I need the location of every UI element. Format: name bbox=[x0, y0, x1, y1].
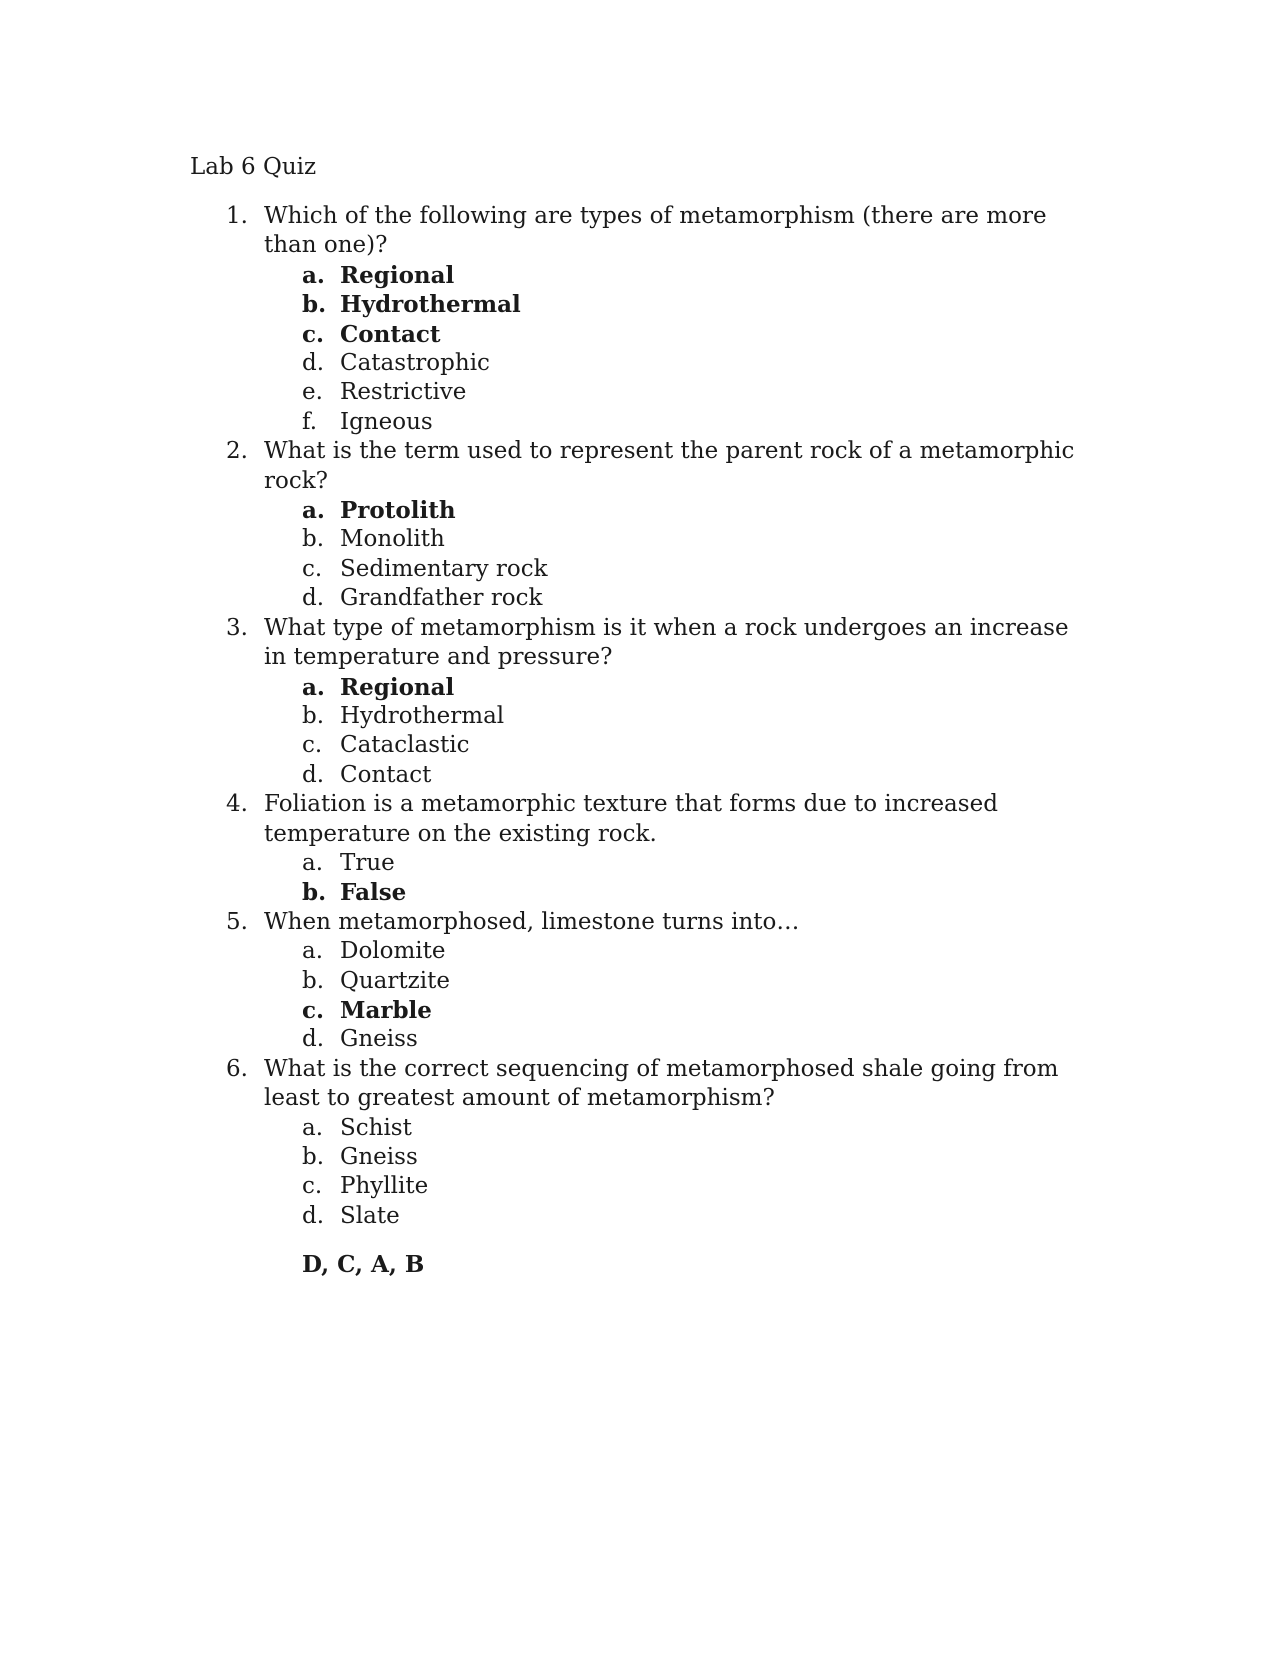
choice-item bbox=[302, 496, 1086, 525]
choice-item bbox=[302, 1202, 1086, 1231]
question-number: 3. bbox=[226, 614, 248, 641]
choice-item bbox=[302, 1025, 1086, 1054]
choice-text: Regional bbox=[340, 261, 455, 289]
question-body bbox=[264, 908, 1086, 1055]
choice-letter: c. bbox=[302, 732, 323, 759]
choice-letter: a. bbox=[302, 1114, 324, 1141]
question-body bbox=[264, 1055, 1086, 1280]
question-list bbox=[226, 202, 1086, 1280]
question-1 bbox=[226, 202, 1086, 437]
choice-list bbox=[264, 496, 1086, 614]
choice-letter: d. bbox=[302, 585, 325, 612]
choice-letter: c. bbox=[302, 996, 325, 1024]
choice-text: Gneiss bbox=[340, 1026, 418, 1053]
choice-item bbox=[302, 673, 1086, 702]
choice-item bbox=[302, 849, 1086, 878]
choice-letter: c. bbox=[302, 1173, 323, 1200]
choice-text: Schist bbox=[340, 1114, 412, 1141]
choice-text: Gneiss bbox=[340, 1144, 418, 1170]
question-text: What type of metamorphism is it when a rock undergoes an increase in temperature and pressure? bbox=[264, 614, 1069, 671]
question-4 bbox=[226, 790, 1086, 908]
choice-text: Igneous bbox=[340, 408, 433, 435]
choice-letter: a. bbox=[302, 497, 325, 525]
question-number: 1. bbox=[226, 203, 248, 229]
choice-text: Hydrothermal bbox=[340, 291, 521, 319]
question-5 bbox=[226, 908, 1086, 1055]
choice-text: Monolith bbox=[340, 526, 445, 553]
question-number: 4. bbox=[226, 791, 248, 818]
choice-item bbox=[302, 937, 1086, 966]
choice-letter: b. bbox=[302, 967, 325, 994]
choice-list bbox=[264, 1114, 1086, 1232]
choice-letter: a. bbox=[302, 673, 325, 701]
choice-text: Contact bbox=[340, 320, 441, 348]
choice-text: Quartzite bbox=[340, 967, 450, 994]
choice-letter: b. bbox=[302, 702, 325, 729]
choice-item bbox=[302, 408, 1086, 437]
choice-text: Slate bbox=[340, 1202, 400, 1229]
choice-item bbox=[302, 349, 1086, 378]
question-6 bbox=[226, 1055, 1086, 1280]
question-text: What is the term used to represent the parent rock of a metamorphic rock? bbox=[264, 438, 1075, 494]
choice-item bbox=[302, 525, 1086, 554]
choice-item bbox=[302, 1172, 1086, 1201]
choice-letter: b. bbox=[302, 291, 327, 319]
choice-item bbox=[302, 1143, 1086, 1172]
choice-item bbox=[302, 261, 1086, 290]
choice-item bbox=[302, 967, 1086, 996]
question-number: 5. bbox=[226, 908, 248, 935]
choice-text: Regional bbox=[340, 673, 455, 701]
choice-text: Phyllite bbox=[340, 1173, 429, 1200]
question-number: 2. bbox=[226, 438, 248, 465]
choice-letter: f. bbox=[302, 408, 318, 435]
choice-item bbox=[302, 320, 1086, 349]
choice-letter: e. bbox=[302, 379, 323, 406]
choice-letter: c. bbox=[302, 555, 323, 582]
question-body bbox=[264, 614, 1086, 790]
question-number: 6. bbox=[226, 1055, 248, 1082]
choice-item bbox=[302, 584, 1086, 613]
choice-item bbox=[302, 378, 1086, 407]
choice-text: Grandfather rock bbox=[340, 585, 543, 612]
choice-list bbox=[264, 261, 1086, 437]
choice-text: Cataclastic bbox=[340, 732, 470, 759]
choice-text: Restrictive bbox=[340, 379, 467, 406]
choice-text: Hydrothermal bbox=[340, 702, 505, 729]
choice-list bbox=[264, 849, 1086, 908]
choice-list bbox=[264, 673, 1086, 791]
choice-text: Marble bbox=[340, 996, 432, 1024]
question-3 bbox=[226, 614, 1086, 790]
choice-letter: d. bbox=[302, 1202, 325, 1229]
choice-letter: d. bbox=[302, 1026, 325, 1053]
choice-item bbox=[302, 290, 1086, 319]
choice-letter: a. bbox=[302, 261, 325, 289]
choice-item bbox=[302, 555, 1086, 584]
choice-item bbox=[302, 761, 1086, 790]
sequence-answer: D, C, A, B bbox=[302, 1251, 425, 1279]
choice-item bbox=[302, 1114, 1086, 1143]
choice-item bbox=[302, 702, 1086, 731]
question-body bbox=[264, 437, 1086, 613]
question-body bbox=[264, 202, 1086, 437]
choice-letter: d. bbox=[302, 350, 325, 377]
question-body bbox=[264, 790, 1086, 908]
choice-letter: b. bbox=[302, 1144, 325, 1170]
choice-item bbox=[302, 996, 1086, 1025]
choice-item bbox=[302, 731, 1086, 760]
choice-letter: c. bbox=[302, 320, 325, 348]
choice-text: Dolomite bbox=[340, 938, 446, 965]
choice-text: Protolith bbox=[340, 497, 456, 525]
choice-text: False bbox=[340, 879, 407, 907]
question-text: Foliation is a metamorphic texture that forms due to increased temperature on the existing rock. bbox=[264, 791, 998, 847]
choice-letter: a. bbox=[302, 849, 324, 876]
choice-text: True bbox=[340, 849, 395, 876]
choice-text: Catastrophic bbox=[340, 350, 490, 377]
choice-text: Contact bbox=[340, 761, 432, 788]
question-text: Which of the following are types of metamorphism (there are more than one)? bbox=[264, 203, 1047, 259]
choice-letter: a. bbox=[302, 938, 324, 965]
question-2 bbox=[226, 437, 1086, 613]
choice-letter: d. bbox=[302, 761, 325, 788]
choice-text: Sedimentary rock bbox=[340, 555, 548, 582]
choice-letter: b. bbox=[302, 526, 325, 553]
choice-item bbox=[302, 878, 1086, 907]
question-text: What is the correct sequencing of metamorphosed shale going from least to greatest amount of metamorphism? bbox=[264, 1055, 1059, 1112]
choice-letter: b. bbox=[302, 879, 327, 907]
choice-list bbox=[264, 937, 1086, 1055]
document-title: Lab 6 Quiz bbox=[190, 154, 317, 180]
question-text: When metamorphosed, limestone turns into… bbox=[264, 908, 800, 935]
